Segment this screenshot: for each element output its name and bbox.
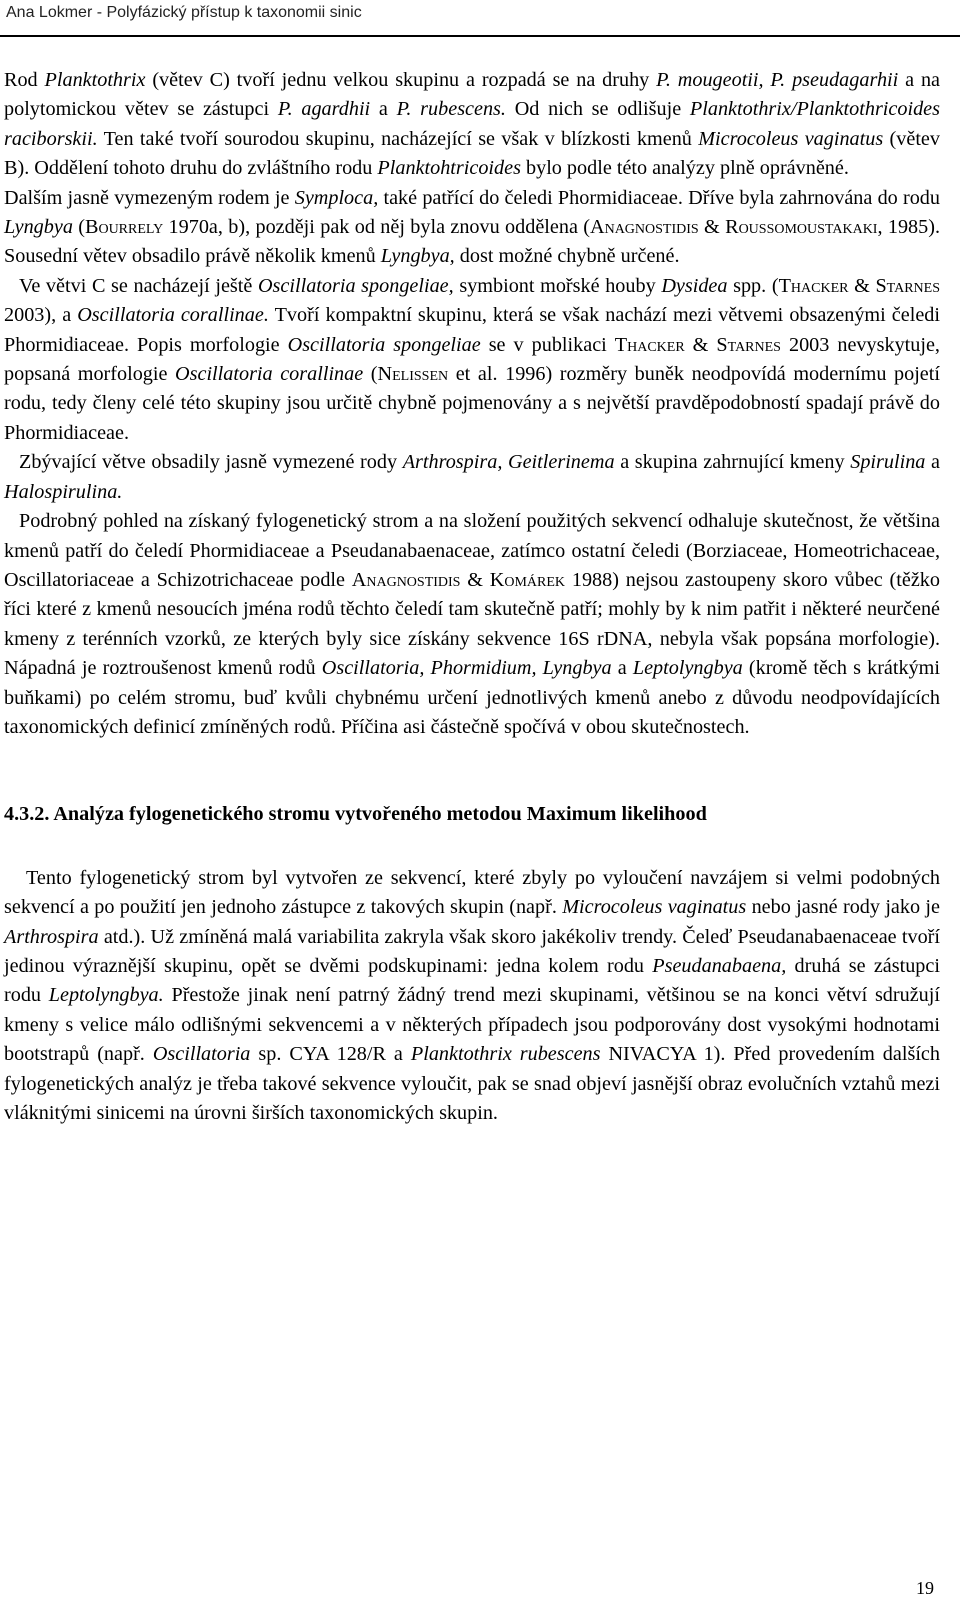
page-number: 19: [916, 1578, 934, 1598]
section-heading: 4.3.2. Analýza fylogenetického stromu vytvořeného metodou Maximum likelihood: [4, 803, 707, 826]
paragraph-planktothrix: Rod Planktothrix (větev C) tvoří jednu velkou skupinu a rozpadá se na druhy P. mougeotii, P. pseudagarhii a na polytomickou větev se zástupci P. agardhii a P. rubescens. Od nich se odlišuje Planktothrix/Planktothricoides raciborskii. Ten také tvoří sourodou skupinu, nacházející se však v blízkosti kmenů Microcoleus vaginatus (větev B). Oddělení tohoto druhu do zvláštního rodu Planktohtricoides bylo podle této analýzy plně oprávněné.: [4, 69, 941, 180]
header-rule: [0, 35, 960, 37]
paragraph-ml-tree: Tento fylogenetický strom byl vytvořen ze sekvencí, které zbyly po vyloučení navzájem si velmi podobných sekvencí a po použití jen jednoho zástupce z takových skupin (např. Microcoleus vaginatus nebo jasné rody jako je Arthrospira atd.). Už zmíněná malá variabilita zakryla však skoro jakékoliv trendy. Čeleď Pseudanabaenaceae tvoří jedinou výraznější skupinu, opět se dvěmi podskupinami: jedna kolem rodu Pseudanabaena, druhá se zástupci rodu Leptolyngbya. Přestože jinak není patrný žádný trend mezi skupinami, většinou se na konci větví sdružují kmeny s velice málo odlišnými sekvencemi a v některých případech jsou podporovány dost vysokými hodnotami bootstrapů (např. Oscillatoria sp. CYA 128/R a Planktothrix rubescens NIVACYA 1). Před provedením dalších fylogenetických analýz je třeba takové sekvence vyloučit, pak se snad objeví jasnější obraz evolučních vztahů mezi vláknitými sinicemi na úrovni širších taxonomických skupin.: [4, 866, 940, 1124]
paragraph-symploca: Dalším jasně vymezeným rodem je Symploca, také patřící do čeledi Phormidiaceae. Dříve byla zahrnována do rodu Lyngbya (Bourrely 1970a, b), později pak od něj byla znovu oddělena (Anagnostidis & Roussomoustakaki, 1985). Sousední větev obsadilo právě několik kmenů Lyngbya, dost možné chybně určené.: [4, 186, 941, 268]
running-header: Ana Lokmer - Polyfázický přístup k taxonomii sinic: [6, 4, 362, 21]
page-body: [4, 66, 940, 1128]
paragraph-detailed-view: Podrobný pohled na získaný fylogenetický strom a na složení použitých sekvencí odhaluje skutečnost, že většina kmenů patří do čeledí Phormidiaceae a Pseudanabaenaceae, zatímco ostatní čeledi (Borziaceae, Homeotrichaceae, Oscillatoriaceae a Schizotrichaceae podle Anagnostidis & Komárek 1988) nejsou zastoupeny skoro vůbec (těžko říci které z kmenů nesoucích jména rodů těchto čeledí tam skutečně patří; mohly by k nim patřit i některé neurčené kmeny z terénních vzorků, ze kterých byly sice získány sekvence 16S rDNA, nebyla však popsána morfologie). Nápadná je roztroušenost kmenů rodů Oscillatoria, Phormidium, Lyngbya a Leptolyngbya (kromě těch s krátkými buňkami) po celém stromu, buď kvůli chybnému určení jednotlivých kmenů anebo z důvodu neodpovídajících taxonomických definicí zmíněných rodů. Příčina asi částečně spočívá v obou skutečnostech.: [4, 510, 940, 738]
paragraph-oscillatoria: Ve větvi C se nacházejí ještě Oscillatoria spongeliae, symbiont mořské houby Dysidea spp. (Thacker & Starnes 2003), a Oscillatoria corallinae. Tvoří kompaktní skupinu, která se však nachází mezi větvemi obsazenými čeledi Phormidiaceae. Popis morfologie Oscillatoria spongeliae se v publikaci Thacker & Starnes 2003 nevyskytuje, popsaná morfologie Oscillatoria corallinae (Nelissen et al. 1996) rozměry buněk neodpovídá modernímu pojetí rodu, tedy členy celé této skupiny jsou určitě chybně pojmenovány a s největší pravděpodobností spadají právě do Phormidiaceae.: [4, 274, 940, 444]
paragraph-remaining-branches: Zbývající větve obsadily jasně vymezené rody Arthrospira, Geitlerinema a skupina zahrnující kmeny Spirulina a Halospirulina.: [4, 451, 941, 503]
